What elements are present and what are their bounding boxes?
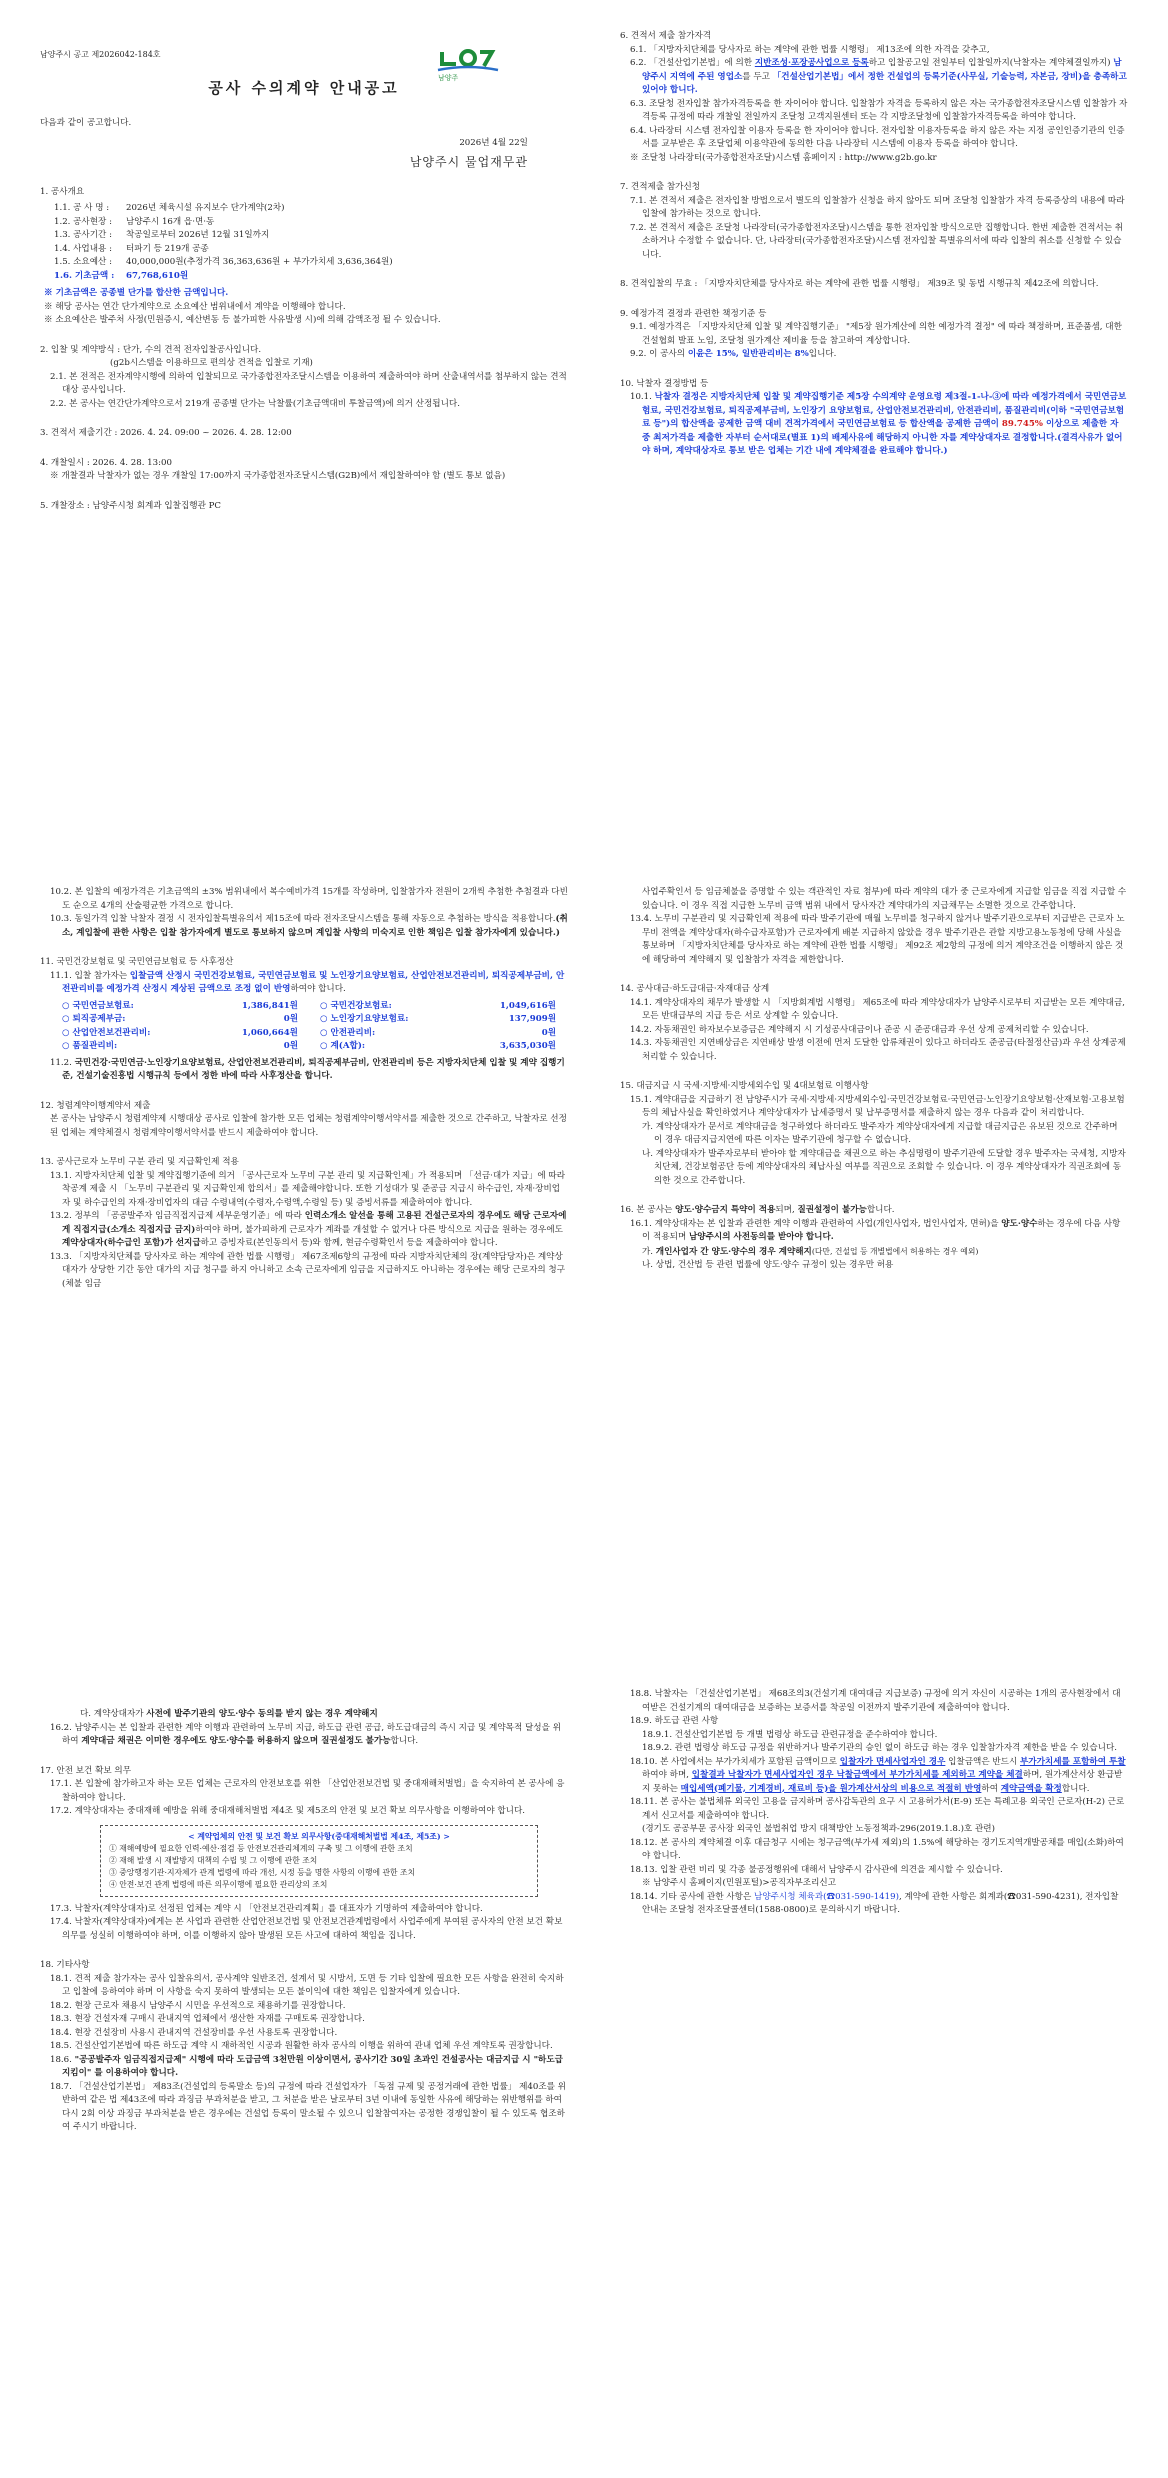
fee-name: ○ 국민건강보험료:	[320, 1000, 392, 1011]
section-15-1: 15.1. 계약대금을 지급하기 전 남양주시가 국세·지방세·지방세외수입·국민건강보험료·국민연금·노인장기요양보험·산재보험·고용보험 등의 체납사실을 확인하였거나 계약상대자가 납세증명서 및 납부증명서를 제출하지 않는 경우 다음과 같이 처리합니다.	[630, 1094, 1125, 1118]
base-amount-row	[40, 270, 568, 284]
overview-row	[40, 243, 568, 257]
text-run: 국민건강·국민연금·노인장기요양보험료, 산업안전보건관리비, 퇴직공제부금비, 안전관리비 등은 지방자치단체 입찰 및 계약 집행기준, 건설기술진흥법 시행규칙 등에서 정한 바에 따라 사후정산을 합니다.	[62, 1057, 565, 1081]
section-15-heading: 15. 대금지급 시 국세·지방세·지방세외수입 및 4대보험료 이행사항	[620, 1081, 869, 1091]
section-14-heading: 14. 공사대금·하도급대금·자재대금 상계	[620, 984, 770, 994]
text-run: 입찰금액 산정시 국민건강보험료, 국민연금보험료 및 노인장기요양보험료, 산업안전보건관리비, 퇴직공제부금비, 안전관리비를 예정가격 산정시 계상된 금액으로 조정 없이 반영	[62, 970, 565, 994]
overview-value: 터파기 등 219개 공종	[126, 243, 209, 254]
text-run: 되며,	[775, 1205, 798, 1215]
fee-name: ○ 품질관리비:	[62, 1041, 118, 1051]
text-run: 계약대금 채권은 이미한 경우에도 양도·양수를 허용하지 않으며 질권설정도 불가능	[81, 1736, 391, 1746]
page-4	[584, 826, 1168, 1652]
text-run: 양도·양수금지 특약이 적용	[675, 1205, 776, 1215]
section-15-na: 나. 계약상대자가 발주자로부터 받아야 할 계약대금을 채권으로 하는 추심명령이 발주기관에 도달할 경우 발주자는 국세청, 지방자치단체, 건강보험공단 등에 계약상대자의 체납사실 여부를 직권으로 조회할 수 있습니다. 이 경우 계약상대자가 직권조회에 동의한 것으로 간주합니다.	[642, 1148, 1126, 1186]
text-run: 하여야 합니다.	[290, 984, 346, 994]
overview-key: 1.3. 공사기간 :	[54, 230, 112, 240]
section-10-heading: 10. 낙찰자 결정방법 등	[620, 378, 709, 389]
section-13-heading: 13. 공사근로자 노무비 구분 관리 및 지급확인제 적용	[40, 1157, 239, 1167]
text-run: 남양주시 지역에 주된 영업소	[642, 58, 1122, 82]
section-7-1: 7.1. 본 견적서 제출은 전자입찰 방법으로서 별도의 입찰참가 신청을 하지 않아도 되며 조달청 입찰참가 자격 등록증상의 내용에 따라 입찰에 참가하는 것으로 합니다.	[630, 195, 1125, 219]
page-5	[0, 1652, 584, 2478]
page-3	[0, 826, 584, 1652]
section-11-2	[40, 1057, 568, 1084]
section-7-2: 7.2. 본 견적서 제출은 조달청 나라장터(국가종합전자조달)시스템을 통한 전자입찰 방식으로만 집행합니다. 한번 제출한 견적서는 취소하거나 수정할 수 없습니다. 단, 나라장터(국가종합전자조달)시스템 전자입찰 특별유의서에 따라 입찰의 취소를 신청할 수 있습니다.	[630, 222, 1124, 260]
overview-value: 2026년 체육시설 유지보수 단가계약(2차)	[126, 203, 285, 213]
text-run: 매입세액(폐기물, 기계경비, 재료비 등)을 원가계산서상의 비용으로 적절히 반영	[680, 1783, 982, 1794]
note-unit-contract: ※ 해당 공사는 연간 단가계약으로 소요예산 범위내에서 계약을 이행해야 합니다.	[44, 301, 346, 312]
text-run: 부가가치세를 포함하여 투찰	[1019, 1756, 1126, 1767]
base-amount-value: 67,768,610원	[126, 270, 189, 281]
note-budget-change: ※ 소요예산은 발주처 사정(민원증시, 예산변동 등 불가피한 사유발생 시)에 의해 감액조정 될 수 있습니다.	[44, 315, 441, 325]
text-run: 합니다.	[390, 1736, 419, 1746]
section-18-1: 18.1. 견적 제출 참가자는 공사 입찰유의서, 공사계약 일반조건, 설계서 및 시방서, 도면 등 기타 입찰에 필요한 모든 사항을 완전히 숙지하고 입찰에 응하여야 하며 이 사항을 숙지 못하여 발생되는 모든 불이익에 대한 책임은 입찰자에게 있습니다.	[50, 1973, 564, 1997]
section-18-14	[620, 1891, 1128, 1918]
section-18-11-note: (경기도 공공부문 공사장 외국인 불법취업 방지 대책방안 노동정책과-296(2019.1.8.)호 관련)	[642, 1824, 995, 1834]
overview-row	[40, 256, 568, 270]
fee-item	[62, 1040, 310, 1054]
overview-key: 1.4. 사업내용 :	[54, 243, 112, 254]
section-5: 5. 개찰장소 : 남양주시청 회계과 입찰집행관 PC	[40, 500, 221, 511]
text-run: 이윤은 15%, 일반관리비는 8%	[687, 349, 809, 359]
text-run: 16.1. 계약상대자는 본 입찰과 관련한 계약 이행과 관련하여 사업(개인사업자, 법인사업자, 면허)을	[630, 1218, 1002, 1229]
section-18-11: 18.11. 본 공사는 불법체류 외국인 고용을 금지하며 공사감독관의 요구 시 고용허가서(E-9) 또는 특례고용 외국인 근로자(H-2) 근로계서 신고서를 제출하여야 합니다.	[630, 1797, 1125, 1821]
section-10-1	[620, 391, 1128, 459]
safety-box-item: ① 재해예방에 필요한 인력·예산·점검 등 안전보건관리체계의 구축 및 그 이행에 관한 조치	[109, 1843, 413, 1853]
section-18-12: 18.12. 본 공사의 계약체결 이후 대금청구 시에는 청구금액(부가세 제외)의 1.5%에 해당하는 경기도지역개발공채를 매입(소화)하여야 합니다.	[630, 1837, 1124, 1861]
text-run: 18.10. 본 사업에서는 부가가치세가 포함된 금액이므로	[630, 1756, 840, 1767]
section-8: 8. 견적입찰의 무효 : 「지방자치단체를 당사자로 하는 계약에 관한 법률 시행령」 제39조 및 동법 시행규칙 제42조에 의합니다.	[620, 279, 1099, 289]
fee-amount: 0원	[283, 1041, 298, 1051]
fee-item	[62, 1027, 310, 1041]
section-18-heading: 18. 기타사항	[40, 1960, 90, 1970]
page-1-content	[40, 48, 568, 513]
section-12-heading: 12. 청렴계약이행계약서 제출	[40, 1100, 151, 1111]
text-run: 계약금액을 확정	[1000, 1783, 1062, 1794]
section-18-2: 18.2. 현장 근로자 채용시 남양주시 시민을 우선적으로 채용하기를 권장합니다.	[50, 2000, 346, 2011]
page-4-content	[620, 886, 1128, 1273]
text-run: 11.2.	[50, 1057, 75, 1068]
section-18-13: 18.13. 입찰 관련 비리 및 각종 불공정행위에 대해서 남양주시 감사관에 의견을 제시할 수 있습니다.	[630, 1864, 1003, 1875]
section-6-1: 6.1. 「지방자치단체를 당사자로 하는 계약에 관한 법률 시행령」 제13조에 의한 자격을 갖추고,	[630, 44, 990, 55]
fee-name: ○ 국민연금보험료:	[62, 1000, 134, 1011]
page-6-content	[620, 1688, 1128, 1918]
text-run: 「건설산업기본법」에서 정한 건설업의 등록기준(사무실, 기술능력, 자본금, 장비)을 충족하고 있어야 합니다.	[642, 71, 1127, 95]
section-2-sub: (g2b시스템을 이용하므로 편의상 견적을 입찰로 기재)	[110, 358, 313, 368]
section-13-4: 13.4. 노무비 구분관리 및 지급확인제 적용에 따라 발주기관에 매월 노무비를 청구하지 않거나 발주기관으로부터 지급받은 근로자 노무비 전액을 계약상대자(하수급자포함)가 근로자에게 배분 지급하지 않았을 경우 발주기관은 관할 지방고용노동청에 당해 사실을 통보하며 「지방자치단체를 당사자로 하는 계약에 관한 법률 시행령」 제92조 제2항의 규정에 의거 계약조건을 이행하지 않은 것에 해당하여 계약해지 및 입찰참가 자격을 제한합니다.	[630, 914, 1125, 965]
overview-key: 1.1. 공 사 명 :	[54, 203, 110, 213]
section-13-1: 13.1. 지방자치단체 입찰 및 계약집행기준에 의거 「공사근로자 노무비 구분 관리 및 지급확인제」가 적용되며 「선금·대가 지급」에 따라 착공계 제출 시 「노무비 구분관리 및 지급확인제 합의서」를 제출해야합니다. 또한 기성대가 및 준공금 지급시 하수급인, 자재·장비업자 및 하수급인의 자재·장비업자의 대금 수령내역(수령자,수령액,수령일 등) 및 증빙서류를 제출하여야 합니다.	[50, 1170, 566, 1208]
section-6-4: 6.4. 나라장터 시스템 전자입찰 이용자 등록을 한 자이어야 합니다. 전자입찰 이용자등록을 하지 않은 자는 지정 공인인증기관의 인증서를 교부받은 후 조달업체 이용약관에 동의한 다음 나라장터 시스템에 이용자 등록을 하여야 합니다.	[630, 125, 1125, 149]
text-run: (다만, 건설업 등 개별법에서 허용하는 경우 예외)	[811, 1246, 979, 1256]
fee-name: ○ 계(A합):	[320, 1041, 366, 1051]
fee-item	[62, 1000, 310, 1014]
text-run: 계약상대자(하수급인 포함)가 선지급	[62, 1238, 201, 1248]
fee-amount: 1,386,841원	[241, 1000, 298, 1011]
intro-text: 다음과 같이 공고합니다.	[40, 118, 132, 128]
section-18-4: 18.4. 현장 건설장비 사용시 관내지역 건설장비를 우선 사용토록 권장합니다.	[50, 2027, 338, 2038]
text-run: 남양주시의 사전동의를 받아야 합니다.	[688, 1232, 834, 1242]
text-run: 13.2. 정부의 「공공발주자 임금직접지급제 세부운영기준」에 따라	[50, 1211, 305, 1221]
section-15-ga: 가. 계약상대자가 문서로 계약대금을 청구하였다 하더라도 발주자가 계약상대자에게 지급할 대금지급은 유보된 것으로 간주하며 이 경우 대금지급지연에 따른 이자는 발주기관에 청구할 수 없습니다.	[642, 1121, 1118, 1145]
page-1	[0, 0, 584, 826]
text-run: 남양주시청 체육과(☎031-590-1419)	[754, 1891, 899, 1902]
text-run: 하며, 원가계산서상 환급받지 못하는	[642, 1770, 1123, 1794]
base-amount-key: 1.6. 기초금액 :	[54, 270, 115, 281]
text-run: 입니다.	[808, 349, 837, 359]
section-10-2: 10.2. 본 입찰의 예정가격은 기초금액의 ±3% 범위내에서 복수예비가격 15개를 작성하며, 입찰참가자 전원이 2개씩 추첨한 추첨결과 다빈도 순으로 4개의 산술평균한 가격으로 합니다.	[50, 887, 568, 911]
page-5-content	[40, 1708, 568, 2135]
text-run: , 계약에 관한 사항은 회계과(☎031-590-4231), 전자입찰 안내는 조달청 전자조달콜센터(1588-0800)로 문의하시기 바랍니다.	[642, 1891, 1119, 1915]
section-9-2	[620, 348, 1128, 362]
text-run: 이상으로 제출한 자 중 최저가격을 제출한 자부터 순서대로(별표 1)의 배제사유에 해당하지 아니한 자를 계약상대자로 결정합니다.(결격사유가 없어야 하며, 계약대상자로 통보 받은 업체는 기간 내에 계약체결을 완료해야 합니다.)	[642, 419, 1123, 456]
text-run: 질권설정이 불가능	[797, 1205, 867, 1215]
text-run: 10.3. 동일가격 입찰 낙찰자 결정 시 전자입찰특별유의서 제15조에 따라 전자조달시스템을 통해 자동으로 추첨하는 방식을 적용합니다.	[50, 914, 556, 924]
section-16-da	[40, 1708, 568, 1722]
section-14-3: 14.3. 자동채권인 지연배상금은 지연배상 발생 이전에 먼저 도달한 압류채권이 있다고 하더라도 준공금(타절정산금)과 우선 상계공제처리할 수 있습니다.	[630, 1038, 1126, 1062]
fee-amount: 1,049,616원	[499, 1000, 556, 1011]
overview-value: 남양주시 16개 읍·면·동	[126, 216, 215, 227]
text-run: 하여야 하며,	[642, 1770, 692, 1780]
text-run: 입찰자가 면세사업자인 경우	[839, 1756, 946, 1767]
text-run: 인력소개소 알선을 통해 고용된 건설근로자의 경우에도 해당 근로자에게 직접지급(소개소 직접지급 금지)	[62, 1211, 567, 1235]
page-3-content	[40, 886, 568, 1291]
fee-table	[40, 1000, 568, 1054]
safety-box-item: ④ 안전·보건 관계 법령에 따른 의무이행에 필요한 관리상의 조치	[109, 1879, 328, 1889]
safety-obligation-box	[100, 1825, 538, 1897]
section-2-heading: 2. 입찰 및 계약방식 : 단가, 수의 견적 전자입찰공사입니다.	[40, 344, 262, 355]
section-18-5: 18.5. 건설산업기본법에 따른 하도급 계약 시 재하적인 시공과 원활한 하자 공사의 이행을 위하여 관내 업체 우선 계약토록 권장합니다.	[50, 2041, 553, 2051]
logo-caption: 남양주	[438, 74, 459, 82]
text-run: 11.1. 입찰 참가자는	[50, 970, 130, 981]
section-9-heading: 9. 예정가격 결정과 관련한 책정기준 등	[620, 308, 767, 319]
text-run: 16.2. 남양주시는 본 입찰과 관련한 계약 이행과 관련하여 노무비 지급, 하도급 관련 공급, 하도급대금의 즉시 지급 및 계약목적 달성을 위하여	[50, 1722, 561, 1746]
overview-value: 40,000,000원(추정가격 36,363,636원 + 부가가치세 3,636,364원)	[126, 257, 393, 267]
text-run: 6.2. 「건설산업기본법」에 의한	[630, 58, 755, 68]
safety-box-title: < 계약업체의 안전 및 보건 확보 의무사항(중대재해처벌법 제4조, 제5조) >	[188, 1831, 450, 1841]
notice-date: 2026년 4월 22일	[459, 137, 528, 148]
text-run: 하고 증빙자료(본인동의서 등)와 함께, 현금수령확인서 등을 제출하여야 합니다.	[200, 1238, 498, 1248]
safety-box-item: ③ 중앙행정기관·지자체가 관계 법령에 따라 개선, 시정 등을 명한 사항의 이행에 관한 조치	[109, 1867, 416, 1877]
section-4: 4. 개찰일시 : 2026. 4. 28. 13:00	[40, 457, 172, 468]
section-18-3: 18.3. 현장 건설자재 구매시 관내지역 업체에서 생산한 자재를 구매토록 권장합니다.	[50, 2014, 365, 2024]
section-14-1: 14.1. 계약상대자의 채무가 발생할 시 「지방회계법 시행령」 제65조에 따라 계약상대자가 남양주시로부터 지급받는 모든 계약대금, 모든 반대급부의 지급 등은 서로 상계할 수 있습니다.	[630, 997, 1126, 1021]
issuing-org: 남양주시 물업재무관	[409, 155, 528, 169]
section-2-2: 2.2. 본 공사는 연간단가계약으로서 219개 공종별 단가는 낙찰률(기초금액대비 투찰금액)에 의거 산정됩니다.	[50, 398, 460, 409]
section-14-2: 14.2. 자동채권인 하자보수보증금은 계약해지 시 기성공사대금이나 준공 시 준공대금과 우선 상계 공제처리할 수 있습니다.	[630, 1024, 1089, 1035]
text-run: 사전에 발주기관의 양도·양수 동의를 받지 않는 경우 계약해지	[146, 1709, 378, 1719]
text-run: 개인사업자 간 양도·양수의 경우 계약해지	[655, 1246, 812, 1257]
section-4-note: ※ 개찰결과 낙찰자가 없는 경우 개찰일 17:00까지 국가종합전자조달시스템(G2B)에서 재입찰하여야 함 (별도 통보 없음)	[50, 471, 506, 481]
section-18-10	[620, 1756, 1128, 1797]
fee-name: ○ 퇴직공제부금:	[62, 1014, 126, 1024]
notice-number: 남양주시 공고 제2026042-184호	[40, 50, 161, 59]
fee-amount: 0원	[541, 1027, 556, 1038]
section-3: 3. 견적서 제출기간 : 2026. 4. 24. 09:00 ~ 2026. 4. 28. 12:00	[40, 428, 292, 438]
section-13-3-continued: 사업주확인서 등 임금체불을 증명할 수 있는 객관적인 자료 첨부)에 따라 계약의 대가 중 근로자에게 지급할 임금을 직접 지급할 수 있습니다. 이 경우 직접 지급한 노무비 금액 범위 내에서 당사자간 계약대가의 지급채무는 소멸한 것으로 간주합니다.	[642, 887, 1127, 911]
text-run: 하여야 하며, 불가피하게 근로자가 계좌를 개설할 수 없거나 다른 방식으로 지급을 원하는 경우에도	[195, 1224, 563, 1235]
text-run: 합니다.	[1061, 1783, 1090, 1794]
text-run: 89.745%	[1001, 419, 1043, 429]
section-7-heading: 7. 견적제출 참가신청	[620, 182, 701, 192]
text-run: 양도·양수	[1001, 1218, 1038, 1229]
text-run: 18.6.	[50, 2054, 75, 2065]
fee-name: ○ 산업안전보건관리비:	[62, 1027, 151, 1038]
section-17-3: 17.3. 낙찰자(계약상대자)로 선정된 업체는 계약 시 「안전보건관리계획」를 대표자가 기명하여 제출하여야 합니다.	[50, 1903, 483, 1914]
section-18-8: 18.8. 낙찰자는 「건설산업기본법」 제68조의3(건설기계 대여대금 지급보증) 규정에 의거 자신이 시공하는 1개의 공사현장에서 대여받은 건설기계의 대여대금을 보증하는 보증서를 착공일 이전까지 발주기관에 제출하여야 합니다.	[630, 1689, 1121, 1713]
section-18-9-heading: 18.9. 하도급 관련 사항	[630, 1716, 719, 1726]
section-17-1: 17.1. 본 입찰에 참가하고자 하는 모든 업체는 근로자의 안전보호를 위한 「산업안전보건법 및 중대재해처벌법」을 숙지하여 본 공사에 응찰하여야 합니다.	[50, 1779, 565, 1803]
overview-row	[40, 202, 568, 216]
fee-item	[320, 1027, 568, 1041]
section-13-3: 13.3. 「지방자치단체를 당사자로 하는 계약에 관한 법률 시행령」 제67조제6항의 규정에 따라 지방자치단체의 장(계약담당자)은 계약상대자가 상당한 기간 동안 대가의 지급 청구를 하지 아니하고 소속 근로자에게 임금을 지급하지도 아니하는 경우에는 해당 근로자의 청구(체불 임금	[50, 1251, 566, 1289]
text-run: 합니다.	[866, 1205, 895, 1215]
section-16-1	[620, 1218, 1128, 1245]
fee-name: ○ 안전관리비:	[320, 1027, 376, 1038]
text-run: 지반조성·포장공사업으로 등록	[754, 58, 869, 68]
text-run: 18.14. 기타 공사에 관한 사항은	[630, 1891, 755, 1902]
document-title: 공사 수의계약 안내공고	[208, 78, 400, 97]
text-run: 가.	[642, 1246, 656, 1257]
text-run: 10.1.	[630, 392, 655, 402]
section-9-1: 9.1. 예정가격은 「지방자치단체 입찰 및 계약집행기준」 "제5장 원가계산에 의한 예정가격 결정" 에 따라 책정하며, 표준품셈, 대한건설협회 발표 노임, 조달청 원가계산 제비율 등을 참고하여 계상합니다.	[630, 322, 1122, 346]
text-run: "공공발주자 임금직접지급제" 시행에 따라 도급금액 3천만원 이상이면서, 공사기간 30일 초과인 건설공사는 대금지급 시 "하도급 지킴이" 를 이용하여야 합니다.	[62, 2054, 563, 2078]
text-run: 다. 계약상대자가	[80, 1709, 147, 1719]
text-run: 입찰결과 낙찰자가 면세사업자인 경우 낙찰금액에서 부가가치세를 제외하고 계약을 체결	[691, 1770, 1023, 1780]
text-run: 16. 본 공사는	[620, 1205, 676, 1215]
section-16-2	[40, 1722, 568, 1749]
section-16	[620, 1204, 1128, 1218]
fee-item	[320, 1000, 568, 1014]
page-2	[584, 0, 1168, 826]
section-6-note: ※ 조달청 나라장터(국가종합전자조달)시스템 홈페이지 : http://www.g2b.go.kr	[630, 152, 937, 163]
section-17-heading: 17. 안전 보건 확보 의무	[40, 1765, 132, 1776]
text-run: 낙찰자 결정은 지방자치단체 입찰 및 계약집행기준 제5장 수의계약 운영요령 제3절-1-나-③에 따라 예정가격에서 국민연금보험료, 국민건강보험료, 퇴직공제부금비, 노인장기 요양보험료, 산업안전보건관리비, 안전관리비, 품질관리비(이하 "국민연금보험료 등")의 합산액을 공제한 금액 대비 견적가격에서 국민연금보험료 등 합산액을 공제한 금액이	[642, 392, 1127, 429]
fee-item	[320, 1013, 568, 1027]
fee-amount: 3,635,030원	[499, 1041, 556, 1051]
section-1-heading: 1. 공사개요	[40, 186, 85, 197]
text-run: 하는 경우에 다음 사항이 적용되며	[642, 1218, 1121, 1242]
section-6-2	[620, 57, 1128, 98]
text-run: 입찰금액은 반드시	[945, 1756, 1020, 1767]
text-run: 하여	[981, 1783, 1001, 1794]
section-16-ga	[620, 1245, 1128, 1260]
text-run: 9.2. 이 공사의	[630, 349, 688, 359]
safety-box-item: ② 재해 발생 시 재발방지 대책의 수립 및 그 이행에 관한 조치	[109, 1855, 318, 1865]
section-2-1: 2.1. 본 전적은 전자계약시행에 의하여 입찰되므로 국가종합전자조달시스템을 이용하여 제출하여야 하며 산출내역서를 첨부하지 않는 견적대상 공사입니다.	[50, 371, 567, 395]
section-16-na: 나. 상법, 건산법 등 관련 법률에 양도·양수 규정이 있는 경우만 허용	[642, 1260, 894, 1270]
overview-row	[40, 216, 568, 230]
overview-value: 착공일로부터 2026년 12월 31일까지	[126, 230, 270, 240]
text-run: 하고 입찰공고일 전일부터 입찰일까지(낙찰자는 계약체결일까지)	[868, 58, 1114, 68]
section-11-heading: 11. 국민건강보험료 및 국민연금보험료 등 사후정산	[40, 957, 234, 967]
fee-amount: 1,060,664원	[241, 1027, 298, 1038]
section-6-3: 6.3. 조달청 전자입찰 참가자격등록을 한 자이어야 합니다. 입찰참가 자격을 등록하지 않은 자는 국가종합전자조달시스템 입찰참가 자격등록 규정에 따라 개찰일 전일까지 조달청 고객지원센터 또는 각 지방조달청에 입찰참가자격등록을 하여야 합니다.	[630, 98, 1128, 122]
section-17-4: 17.4. 낙찰자(계약상대자)에게는 본 사업과 관련한 산업안전보건법 및 안전보건관계법령에서 사업주에게 부여된 공사자의 안전 보건 확보 의무를 성실히 이행하여야 하며, 이를 이행하지 않아 발생된 모든 사고에 대하여 책임을 집니다.	[50, 1917, 563, 1941]
text-run: (취소, 계입찰에 관한 사항은 입찰 참가자에게 별도로 통보하지 않으며 계입찰 사항의 미숙지로 인한 책임은 입찰 참가자에게 있습니다.)	[62, 914, 568, 938]
fee-amount: 0원	[283, 1014, 298, 1024]
section-18-9-1: 18.9.1. 건설산업기본법 등 개별 법령상 하도급 관련규정을 준수하여야 합니다.	[642, 1729, 938, 1740]
section-11-1	[40, 970, 568, 997]
note-base-amount: ※ 기초금액은 공종별 단가를 합산한 금액입니다.	[44, 288, 229, 298]
section-12-body: 본 공사는 남양주시 청렴계약제 시행대상 공사로 입찰에 참가한 모든 업체는 청렴계약이행서약서를 제출한 것으로 간주하고, 낙찰자로 선정된 업체는 계약체결시 청렴계약이행서약서를 반드시 제출하여야 합니다.	[50, 1114, 567, 1138]
section-17-2: 17.2. 계약상대자는 중대재해 예방을 위해 중대재해처벌법 제4조 및 제5조의 안전 및 보건 확보 의무사항을 이행하여야 합니다.	[50, 1806, 525, 1816]
section-13-2	[40, 1210, 568, 1251]
section-18-13-note: ※ 남양주시 홈페이지(민원포털)>공직자부조리신고	[642, 1878, 836, 1888]
section-10-3	[40, 913, 568, 940]
overview-key: 1.5. 소요예산 :	[54, 257, 112, 267]
section-18-6	[40, 2054, 568, 2081]
fee-item	[62, 1013, 310, 1027]
fee-item	[320, 1040, 568, 1054]
section-18-9-2: 18.9.2. 관련 법령상 하도급 규정을 위반하거나 발주기관의 승인 없이 하도급 하는 경우 입찰참가자격 제한을 받을 수 있습니다.	[642, 1743, 1117, 1753]
fee-name: ○ 노인장기요양보험료:	[320, 1014, 409, 1024]
section-18-7: 18.7. 「건설산업기본법」 제83조(건설업의 등록말소 등)의 규정에 따라 건설업자가 「독점 규제 및 공정거래에 관한 법률」 제40조를 위반하여 같은 법 제43조에 따라 과징금 부과처분을 받고, 그 처분을 받은 날로부터 3년 이내에 동일한 사유에 해당하는 위반행위를 하여 다시 2회 이상 과징금 부과처분을 받은 경우에는 건설업 등록이 말소될 수 있으니 입찰참여자는 공정한 경쟁입찰이 될 수 있도록 협조하여 주시기 바랍니다.	[50, 2081, 566, 2132]
fee-amount: 137,909원	[508, 1014, 556, 1024]
section-6-heading: 6. 견적서 제출 참가자격	[620, 31, 712, 41]
text-run: 를 두고	[742, 71, 773, 82]
overview-row	[40, 229, 568, 243]
page-6	[584, 1652, 1168, 2478]
overview-key: 1.2. 공사현장 :	[54, 216, 112, 227]
page-2-content	[620, 30, 1128, 459]
